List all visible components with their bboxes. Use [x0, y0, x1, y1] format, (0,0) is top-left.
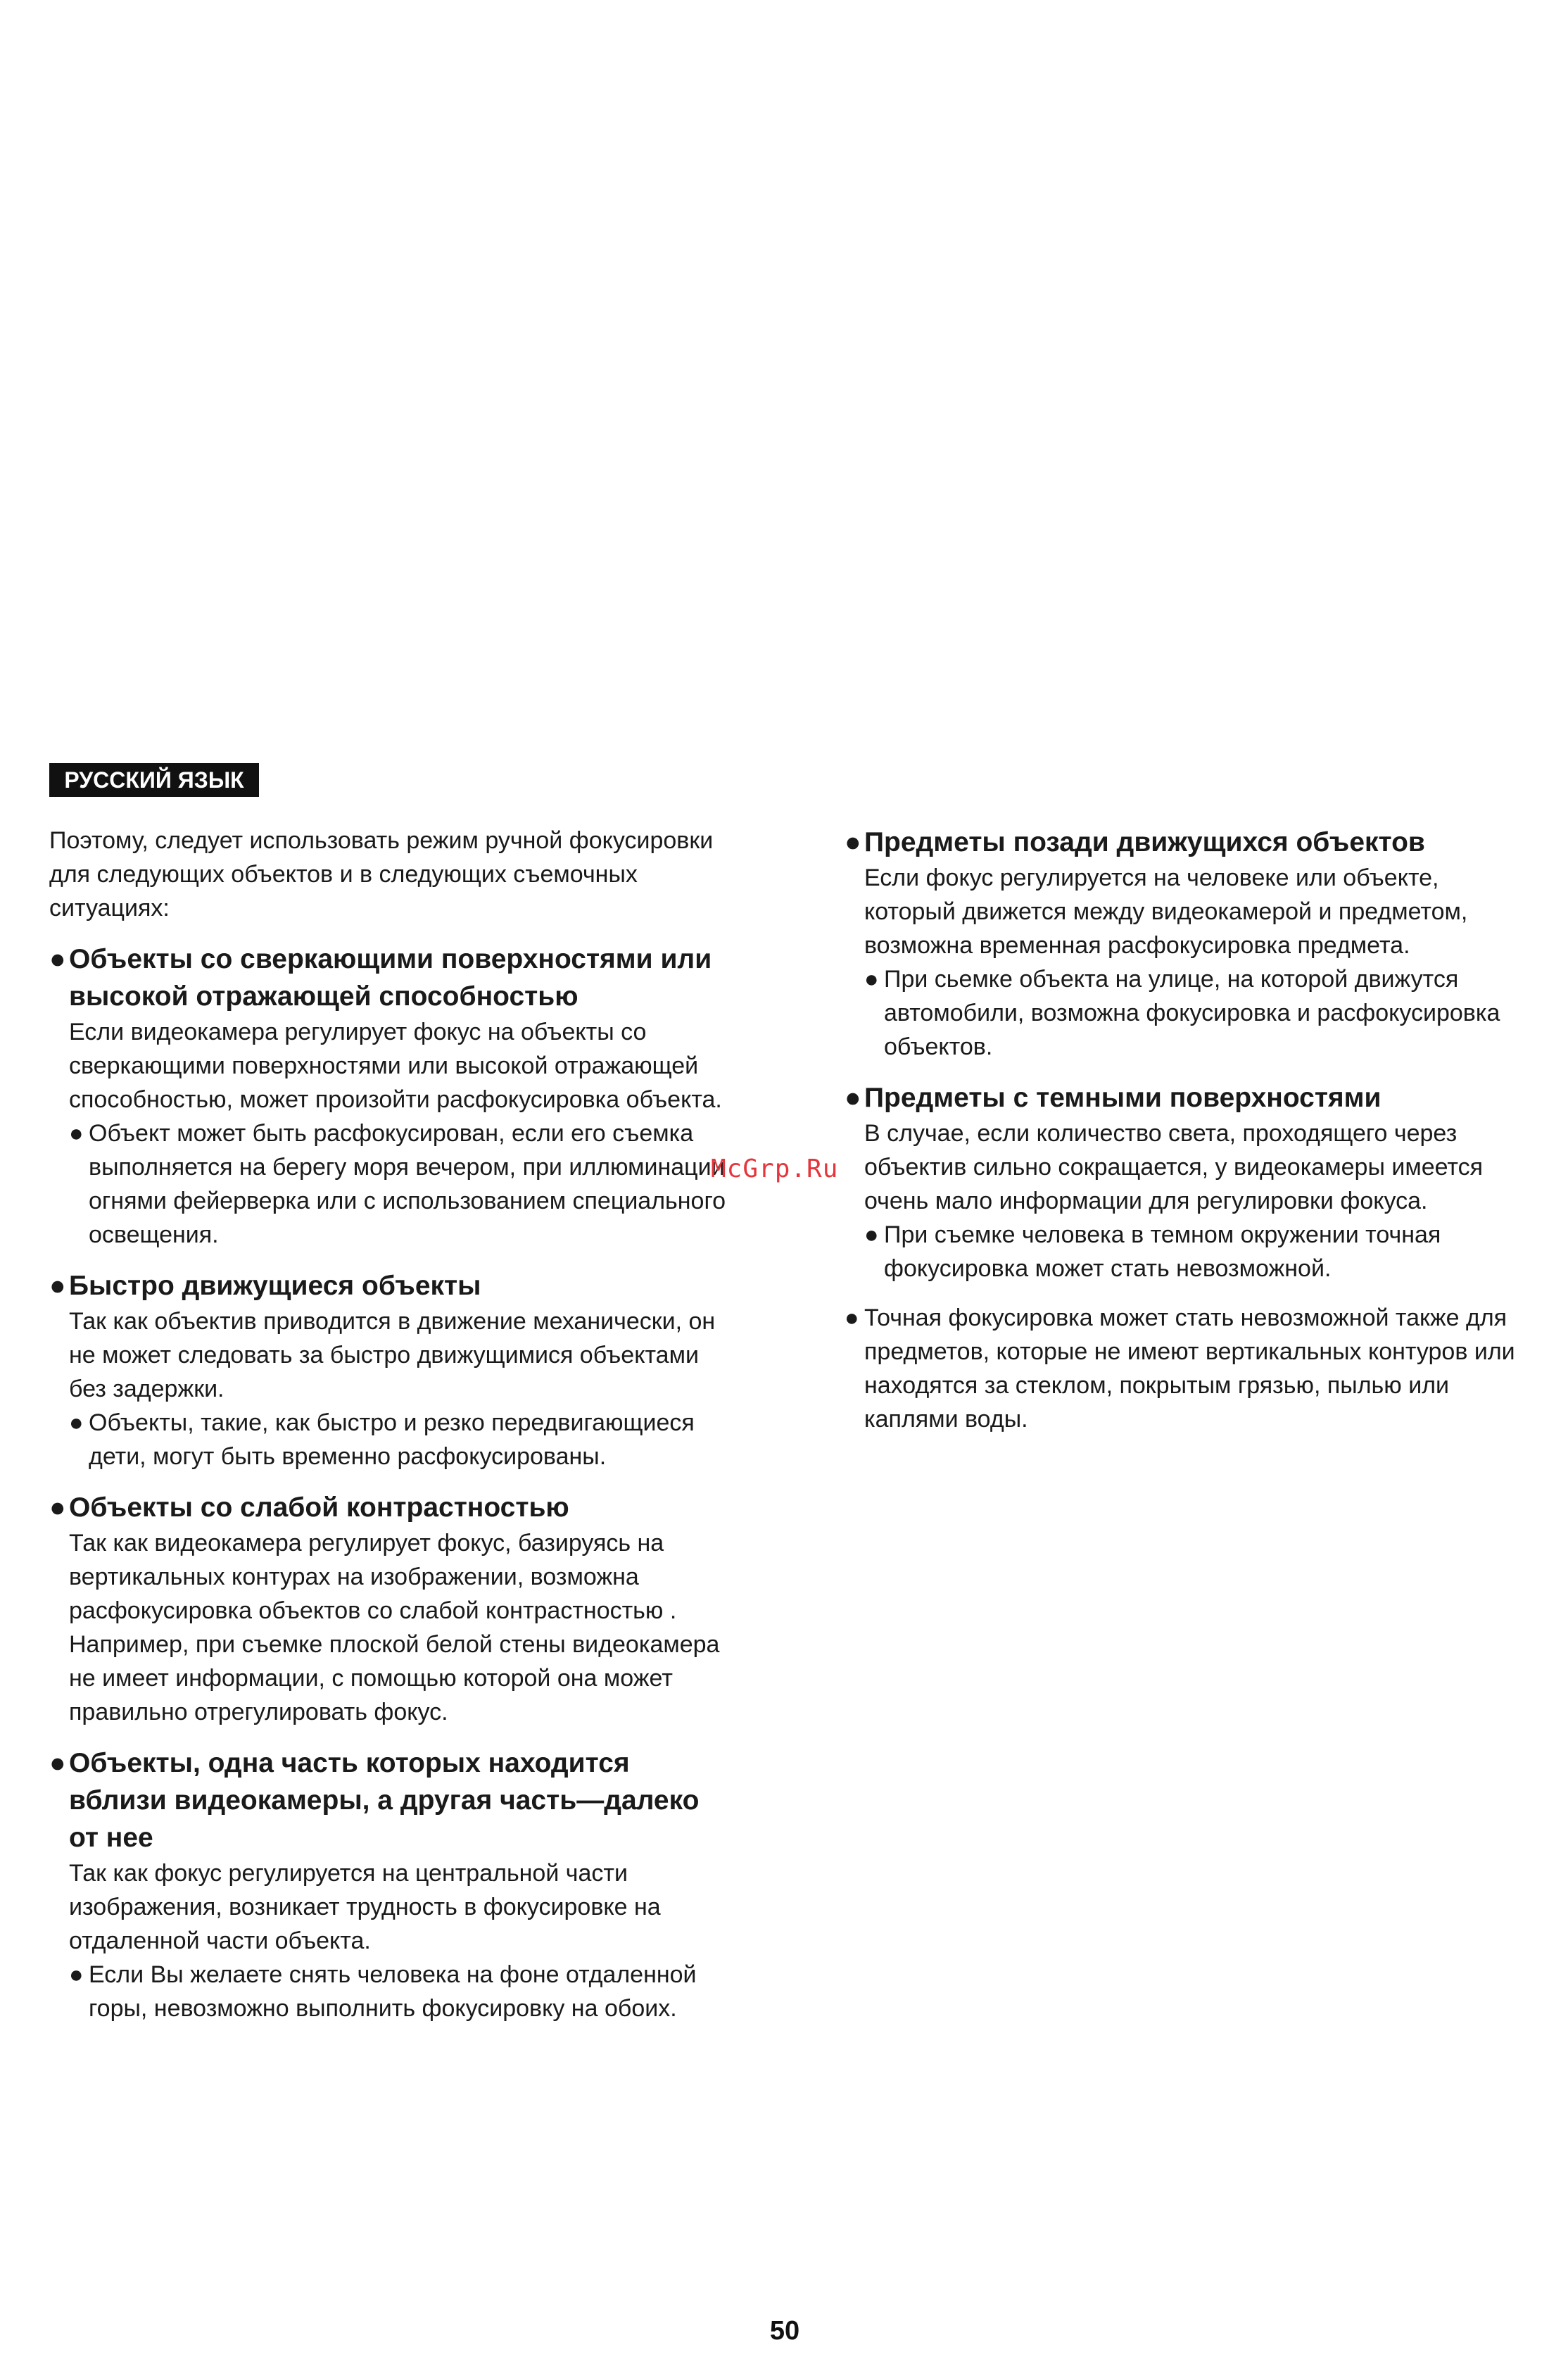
section-heading: ● Предметы с темными поверхностями — [845, 1079, 1534, 1117]
section-reflective-objects — [49, 941, 732, 1252]
section-heading: ● Предметы позади движущихся объектов — [845, 824, 1534, 861]
section-dark-surfaces — [845, 1079, 1534, 1285]
section-heading: ● Объекты со слабой контрастностью — [49, 1489, 732, 1526]
left-column — [49, 824, 732, 2025]
bullet-icon: ● — [49, 944, 66, 974]
section-body: Если фокус регулируется на человеке или объекте, который движется между видеокамерой и предметом, возможна временная расфокусировка предмета. — [864, 864, 1468, 959]
section-body: Так как объектив приводится в движение механически, он не может следовать за быстро движущимися объектами без задержки. — [69, 1308, 716, 1402]
section-behind-moving — [845, 824, 1534, 1064]
bullet-icon: ● — [845, 1304, 859, 1331]
bullet-icon: ● — [845, 827, 861, 857]
focus-note: ● Точная фокусировка может стать невозможной также для предметов, которые не имеют вертикальных контуров или находятся за стеклом, покрытым грязью, пылью или каплями воды. — [845, 1301, 1534, 1436]
section-fast-objects — [49, 1267, 732, 1473]
right-column — [845, 824, 1534, 1436]
section-subitem: ● Объект может быть расфокусирован, если его съемка выполняется на берегу моря вечером, при иллюминации огнями фейерверка или с использованием специального освещения. — [49, 1117, 732, 1252]
intro-paragraph: Поэтому, следует использовать режим ручной фокусировки для следующих объектов и в следующих съемочных ситуациях: — [49, 827, 714, 922]
section-subitem: ● Объекты, такие, как быстро и резко передвигающиеся дети, могут быть временно расфокусированы. — [49, 1406, 732, 1473]
section-body: Так как фокус регулируется на центральной части изображения, возникает трудность в фокусировке на отдаленной части объекта. — [69, 1860, 661, 1954]
section-body: В случае, если количество света, проходящего через объектив сильно сокращается, у видеокамеры имеется очень мало информации для регулировки фокуса. — [864, 1120, 1483, 1214]
section-body-example: Например, при съемке плоской белой стены видеокамера не имеет информации, с помощью которой она может правильно отрегулировать фокус. — [69, 1631, 720, 1725]
section-subitem: ● Если Вы желаете снять человека на фоне отдаленной горы, невозможно выполнить фокусировку на обоих. — [49, 1958, 732, 2025]
watermark: McGrp.Ru — [711, 1155, 839, 1183]
section-subitem: ● При сьемке объекта на улице, на которой движутся автомобили, возможна фокусировка и расфокусировка объектов. — [845, 962, 1534, 1064]
section-low-contrast — [49, 1489, 732, 1729]
bullet-icon: ● — [69, 1120, 84, 1147]
section-near-far-objects — [49, 1744, 732, 2025]
section-heading: ● Объекты со сверкающими поверхностями или высокой отражающей способностью — [49, 941, 732, 1015]
language-label: РУССКИЙ ЯЗЫК — [49, 763, 259, 797]
bullet-icon: ● — [864, 966, 879, 993]
bullet-icon: ● — [49, 1492, 66, 1523]
bullet-icon: ● — [49, 1271, 66, 1301]
section-heading: ● Быстро движущиеся объекты — [49, 1267, 732, 1304]
bullet-icon: ● — [845, 1083, 861, 1113]
bullet-icon: ● — [49, 1748, 66, 1778]
section-subitem: ● При съемке человека в темном окружении точная фокусировка может стать невозможной. — [845, 1218, 1534, 1285]
bullet-icon: ● — [69, 1409, 84, 1436]
section-body: Если видеокамера регулирует фокус на объекты со сверкающими поверхностями или высокой отражающей способностью, может произойти расфокусировка объекта. — [69, 1019, 722, 1113]
section-body: Так как видеокамера регулирует фокус, базируясь на вертикальных контурах на изображении, возможна расфокусировка объектов со слабой контрастностью . — [69, 1530, 677, 1624]
bullet-icon: ● — [864, 1221, 879, 1248]
page-number: 50 — [769, 2316, 800, 2346]
bullet-icon: ● — [69, 1961, 84, 1988]
section-heading: ● Объекты, одна часть которых находится вблизи видеокамеры, а другая часть—далеко от нее — [49, 1744, 732, 1856]
